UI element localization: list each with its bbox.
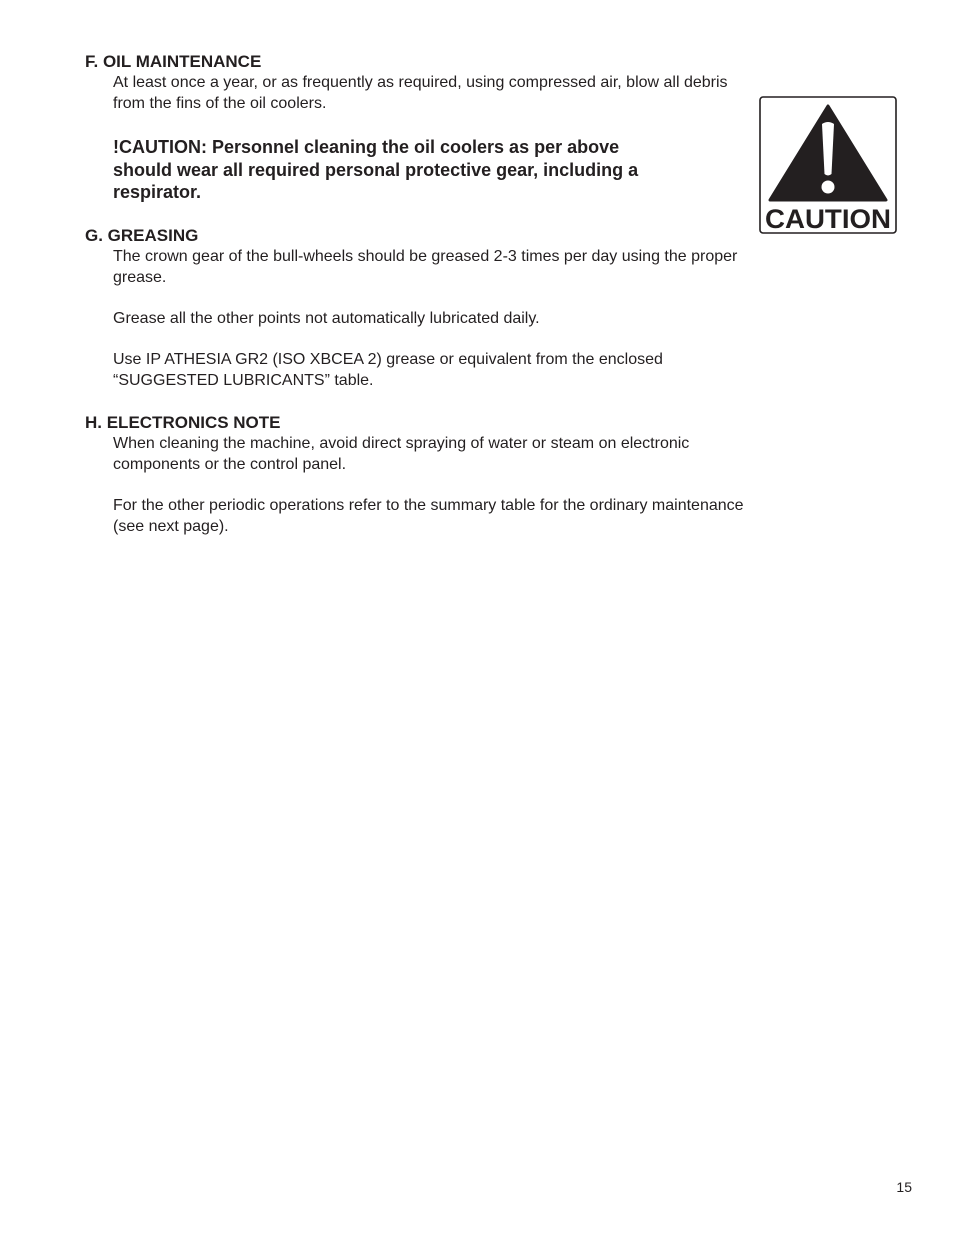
section-body-oil-maintenance xyxy=(113,72,750,114)
paragraph: For the other periodic operations refer to the summary table for the ordinary maintenance (see next page). xyxy=(113,496,744,535)
section-body-greasing xyxy=(113,246,750,391)
caution-sign-label: CAUTION xyxy=(765,204,891,234)
section-electronics-note xyxy=(85,412,750,537)
paragraph: At least once a year, or as frequently as required, using compressed air, blow all debris from the fins of the oil coolers. xyxy=(113,74,728,112)
paragraph: Grease all the other points not automatically lubricated daily. xyxy=(113,309,540,327)
section-heading-oil-maintenance: F. OIL MAINTENANCE xyxy=(85,52,262,71)
paragraph: When cleaning the machine, avoid direct spraying of water or steam on electronic components or the control panel. xyxy=(113,434,690,473)
section-body-electronics-note xyxy=(113,433,750,537)
page-content xyxy=(85,51,750,537)
section-greasing xyxy=(85,225,750,391)
section-heading-greasing: G. GREASING xyxy=(85,225,199,245)
paragraph: Use IP ATHESIA GR2 (ISO XBCEA 2) grease or equivalent from the enclosed “SUGGESTED LUBRICANTS” table. xyxy=(113,350,663,389)
caution-sign xyxy=(759,96,897,234)
section-oil-maintenance xyxy=(85,51,750,204)
paragraph: The crown gear of the bull-wheels should be greased 2-3 times per day using the proper grease. xyxy=(113,247,738,286)
caution-notice: !CAUTION: Personnel cleaning the oil coolers as per above should wear all required personal protective gear, including a respirator. xyxy=(113,137,639,202)
section-heading-electronics-note: H. ELECTRONICS NOTE xyxy=(85,412,281,432)
page-number: 15 xyxy=(896,1179,912,1195)
